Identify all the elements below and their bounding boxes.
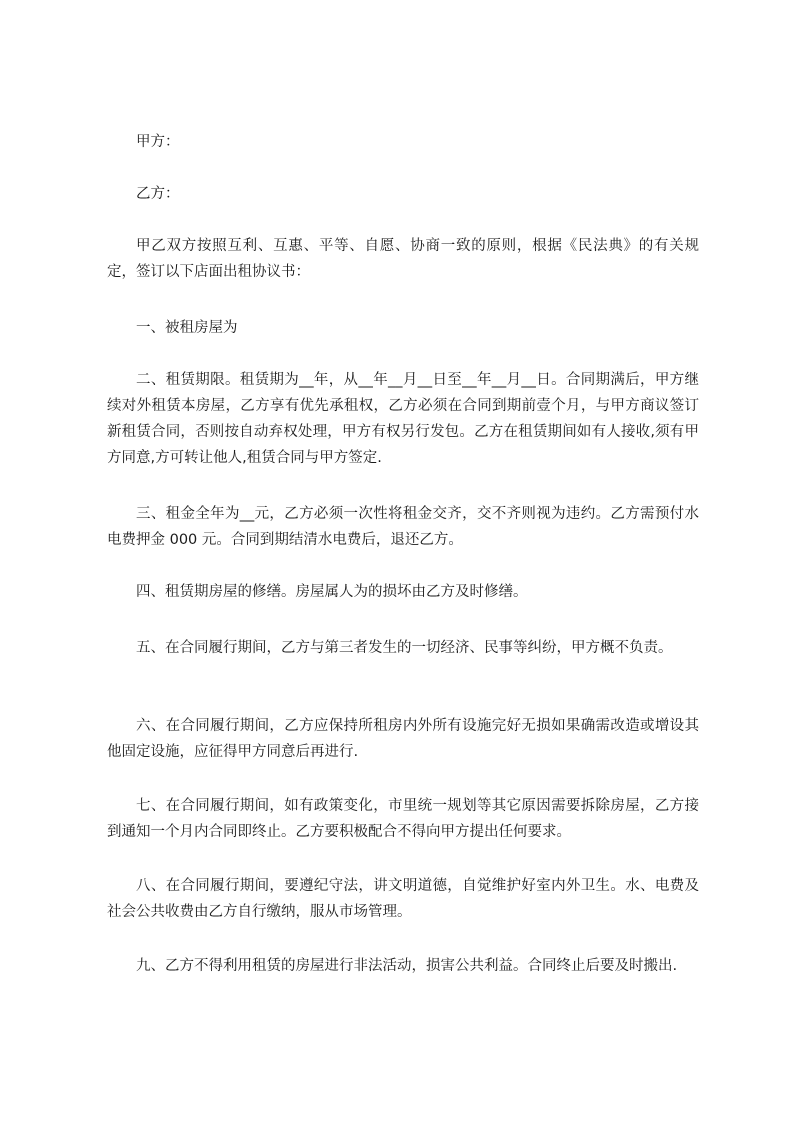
clause-4: 四、租赁期房屋的修缮。房屋属人为的损坏由乙方及时修缮。	[136, 584, 528, 600]
intro-paragraph: 甲乙双方按照互利、互惠、平等、自愿、协商一致的原则，根据《民法典》的有关规定，签订以下店面出租协议书：	[107, 238, 699, 280]
party-a-label: 甲方：	[136, 134, 180, 150]
party-b-label: 乙方：	[136, 186, 180, 202]
clause-5: 五、在合同履行期间，乙方与第三者发生的一切经济、民事等纠纷，甲方概不负责。	[136, 640, 673, 656]
clause-6: 六、在合同履行期间，乙方应保持所租房内外所有设施完好无损如果确需改造或增设其他固定设施，应征得甲方同意后再进行.	[107, 718, 699, 760]
clause-1: 一、被租房屋为	[136, 320, 238, 336]
clause-7: 七、在合同履行期间，如有政策变化，市里统一规划等其它原因需要拆除房屋，乙方接到通知一个月内合同即终止。乙方要积极配合不得向甲方提出任何要求。	[107, 798, 699, 840]
clause-8: 八、在合同履行期间，要遵纪守法，讲文明道德，自觉维护好室内外卫生。水、电费及社会公共收费由乙方自行缴纳，服从市场管理。	[107, 878, 699, 920]
clause-3: 三、租金全年为__元，乙方必须一次性将租金交齐，交不齐则视为违约。乙方需预付水电费押金 000 元。合同到期结清水电费后，退还乙方。	[107, 506, 699, 548]
clause-2: 二、租赁期限。租赁期为__年，从__年__月__日至__年__月__日。合同期满后，甲方继续对外租赁本房屋，乙方享有优先承租权，乙方必须在合同到期前壹个月，与甲方商议签订新租赁合同，否则按自动弃权处理，甲方有权另行发包。乙方在租赁期间如有人接收,须有甲方同意,方可转让他人,租赁合同与甲方签定.	[107, 372, 699, 466]
clause-9: 九、乙方不得利用租赁的房屋进行非法活动，损害公共利益。合同终止后要及时搬出.	[136, 958, 678, 974]
